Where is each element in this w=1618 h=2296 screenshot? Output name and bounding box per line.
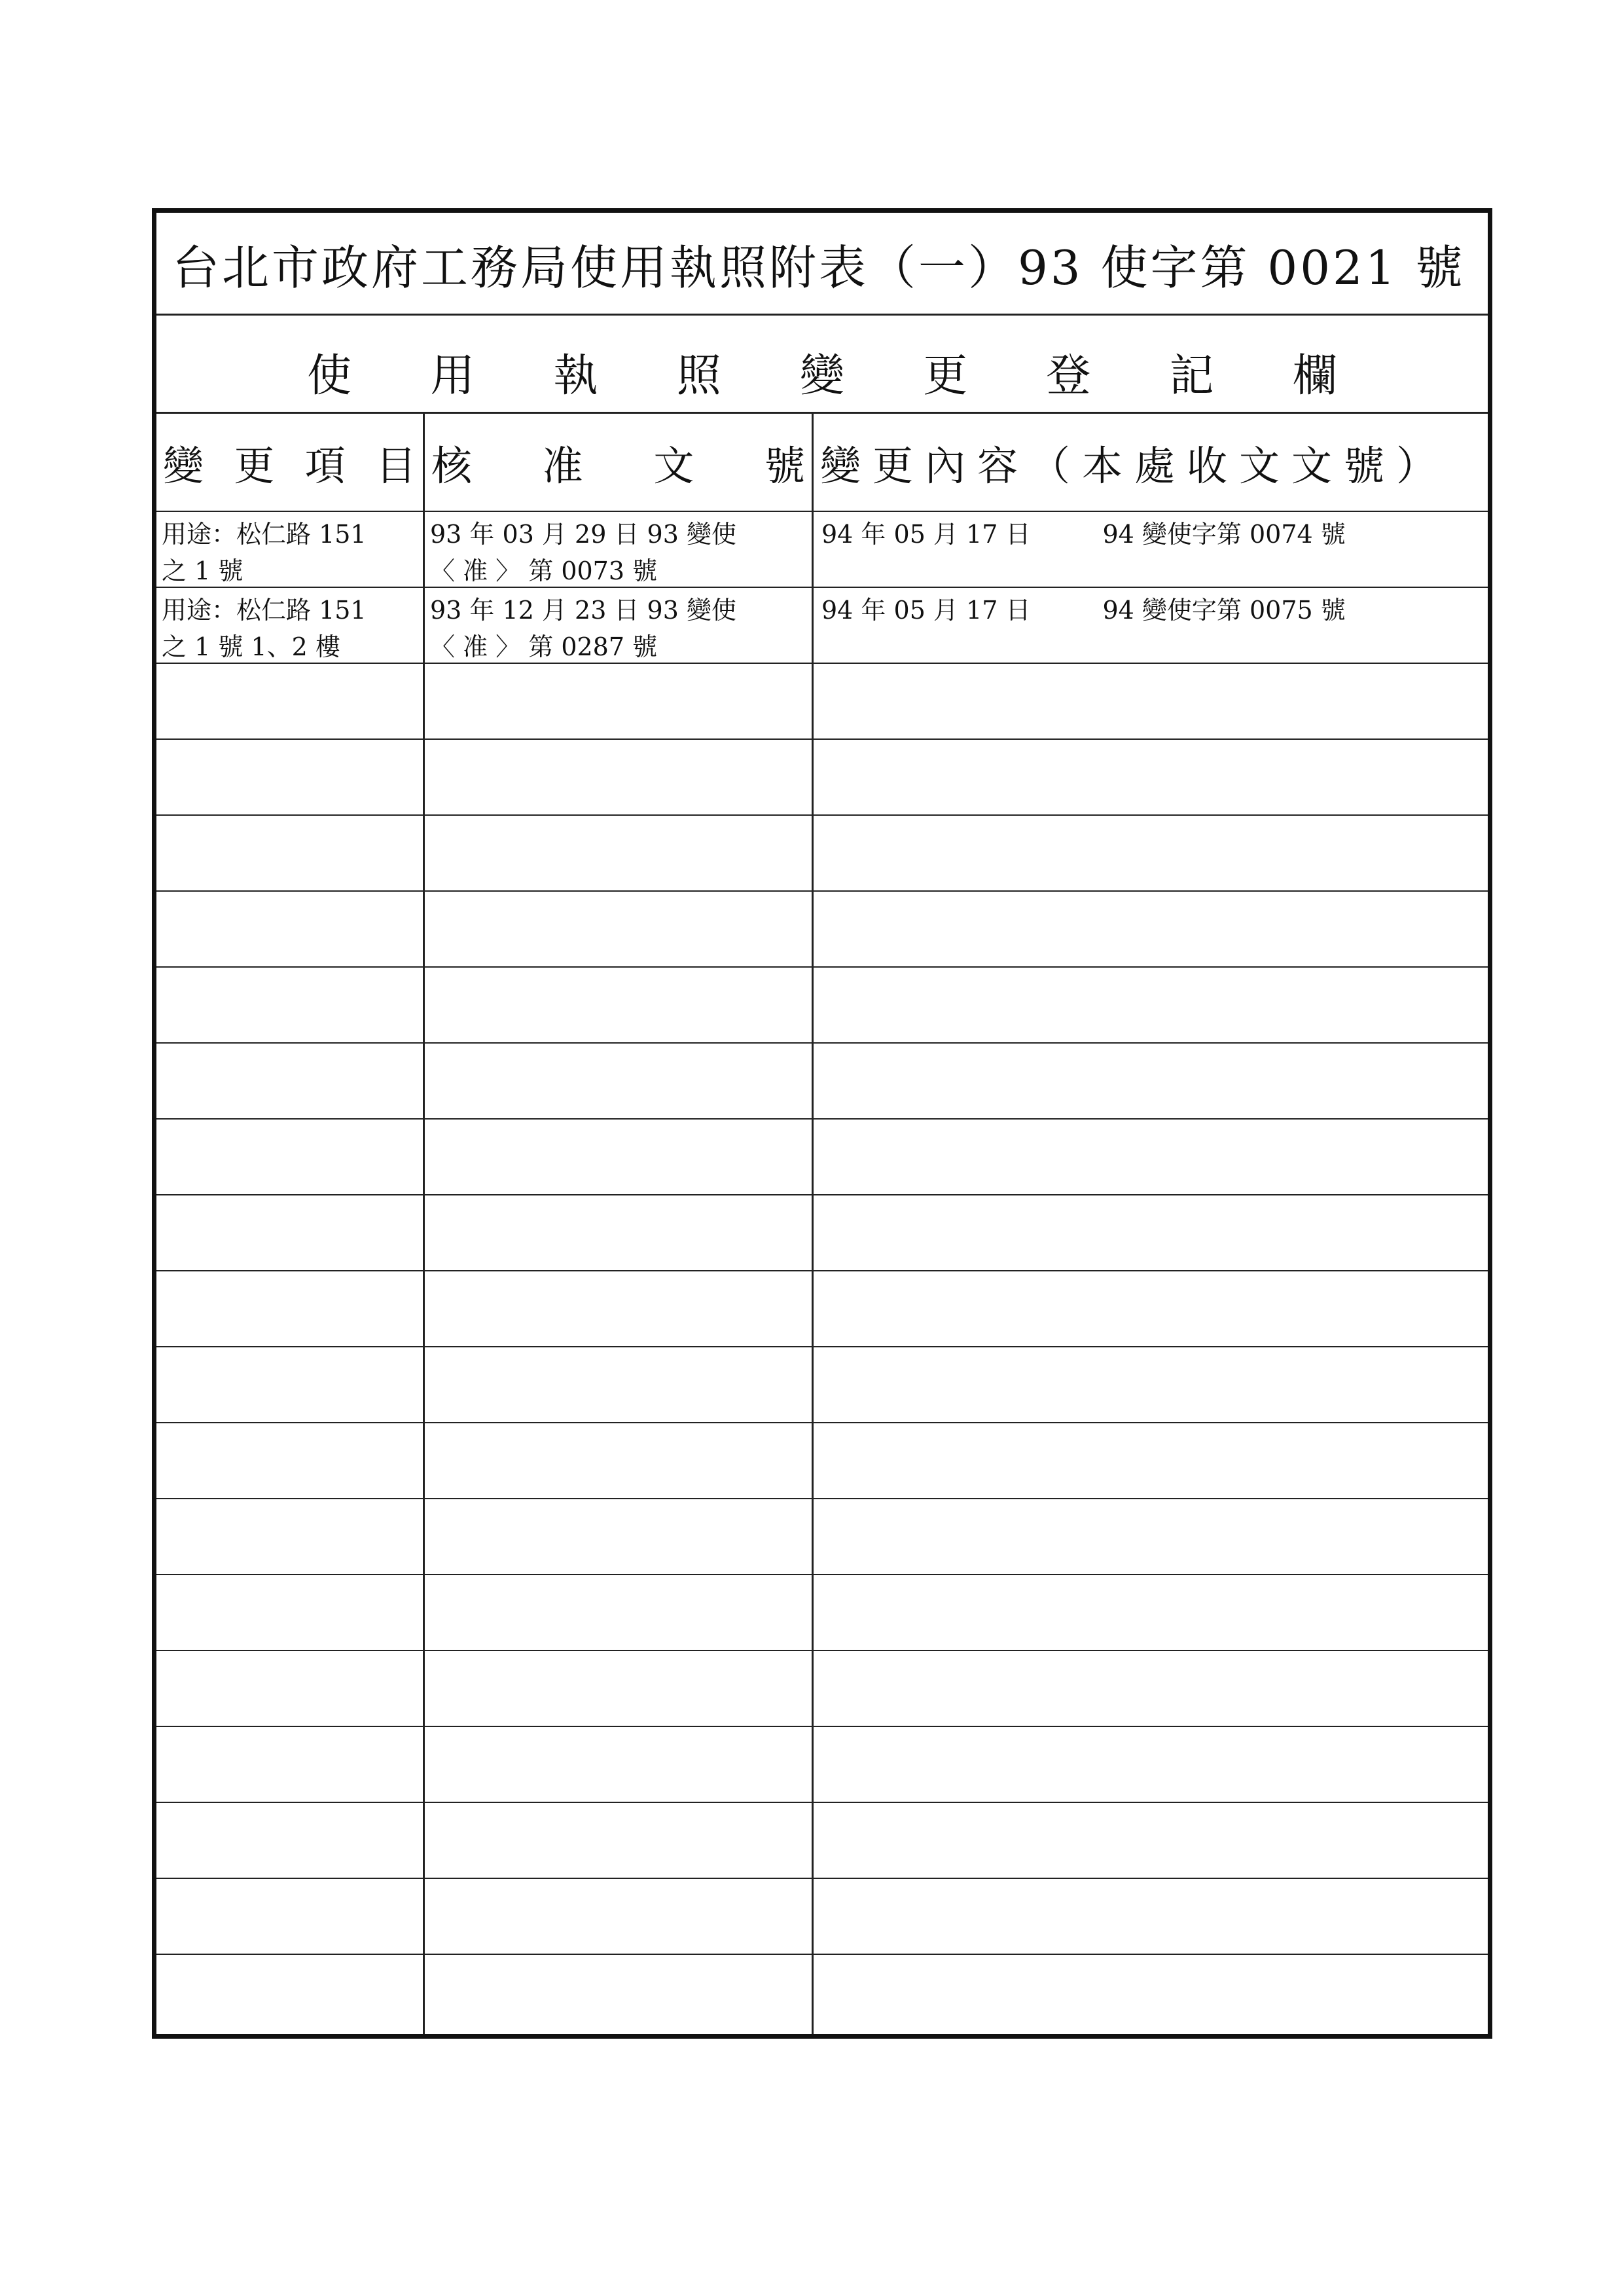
cell-change-item <box>156 1879 425 1954</box>
header-change-content: 變更內容（本處收文文號） <box>820 441 1449 490</box>
cell-change-item <box>156 588 425 663</box>
column-header-row <box>156 414 1488 512</box>
content-date: 94 年 05 月 17 日 <box>821 520 1031 549</box>
cell-approval-number <box>425 968 814 1042</box>
cell-change-item <box>156 968 425 1042</box>
cell-approval-number <box>425 1120 814 1194</box>
header-char: 核 <box>431 441 473 490</box>
subtitle-char: 使 <box>307 350 352 402</box>
header-char: 項 <box>304 441 346 490</box>
cell-approval-number <box>425 1879 814 1954</box>
cell-approval-number <box>425 1803 814 1878</box>
cell-approval-number <box>425 816 814 890</box>
empty-table-row <box>156 1044 1488 1120</box>
cell-change-content <box>814 1575 1488 1650</box>
subtitle-char: 欄 <box>1292 350 1337 402</box>
header-char: 准 <box>542 441 583 490</box>
cell-change-content <box>814 1044 1488 1118</box>
cell-approval-number <box>425 588 814 663</box>
item-line: 之 1 號 1、2 樓 <box>162 632 340 661</box>
cell-change-item <box>156 1271 425 1346</box>
cell-approval-number <box>425 1271 814 1346</box>
cell-change-item <box>156 1803 425 1878</box>
subtitle-char: 用 <box>430 350 475 402</box>
cell-change-content <box>814 664 1488 738</box>
cell-change-item <box>156 1727 425 1802</box>
empty-table-row <box>156 1195 1488 1271</box>
cell-change-item <box>156 664 425 738</box>
content-reference: 94 變使字第 0074 號 <box>1102 520 1346 549</box>
cell-change-content <box>814 816 1488 890</box>
empty-table-row <box>156 1347 1488 1423</box>
empty-table-row <box>156 1120 1488 1195</box>
cell-change-content <box>814 1727 1488 1802</box>
cell-change-content <box>814 512 1488 587</box>
subtitle-char: 變 <box>799 350 844 402</box>
cell-change-content <box>814 1347 1488 1422</box>
empty-table-row <box>156 1955 1488 2034</box>
table-subtitle <box>156 340 1488 404</box>
table-subtitle-row <box>156 316 1488 414</box>
header-change-item <box>156 414 425 511</box>
cell-approval-number <box>425 664 814 738</box>
item-line: 用途：松仁路 151 <box>162 520 367 549</box>
content-reference: 94 變使字第 0075 號 <box>1102 596 1346 625</box>
empty-table-row <box>156 1727 1488 1803</box>
cell-approval-number <box>425 1423 814 1498</box>
approval-line: 〈 准 〉 第 0287 號 <box>430 632 658 661</box>
empty-table-row <box>156 1879 1488 1955</box>
content-date: 94 年 05 月 17 日 <box>821 596 1031 625</box>
usage-license-appendix-table <box>152 208 1492 2039</box>
cell-approval-number <box>425 1727 814 1802</box>
subtitle-char: 照 <box>676 350 721 402</box>
approval-line: 〈 准 〉 第 0073 號 <box>430 556 658 585</box>
subtitle-char: 執 <box>553 350 598 402</box>
cell-change-content <box>814 892 1488 966</box>
cell-change-content <box>814 1195 1488 1270</box>
cell-approval-number <box>425 1044 814 1118</box>
cell-change-item <box>156 816 425 890</box>
cell-approval-number <box>425 512 814 587</box>
header-char: 文 <box>653 441 694 490</box>
cell-change-item <box>156 1120 425 1194</box>
item-line: 用途：松仁路 151 <box>162 596 367 625</box>
empty-table-row <box>156 1271 1488 1347</box>
empty-table-row <box>156 1575 1488 1651</box>
empty-table-row <box>156 664 1488 740</box>
header-char: 號 <box>764 441 805 490</box>
empty-table-row <box>156 1499 1488 1575</box>
cell-change-content <box>814 740 1488 814</box>
subtitle-char: 記 <box>1169 350 1214 402</box>
table-title: 台北市政府工務局使用執照附表（一）93 使字第 0021 號 <box>172 240 1465 295</box>
header-char: 變 <box>163 441 204 490</box>
approval-line: 93 年 03 月 29 日 93 變使 <box>430 520 736 549</box>
empty-table-row <box>156 816 1488 892</box>
header-char: 目 <box>375 441 416 490</box>
cell-approval-number <box>425 1195 814 1270</box>
cell-change-item <box>156 1651 425 1726</box>
table-title-row <box>156 213 1488 316</box>
cell-change-item <box>156 1499 425 1574</box>
cell-change-item <box>156 1955 425 2034</box>
cell-change-content <box>814 1271 1488 1346</box>
cell-change-content <box>814 1499 1488 1574</box>
cell-approval-number <box>425 1499 814 1574</box>
approval-line: 93 年 12 月 23 日 93 變使 <box>430 596 736 625</box>
table-row <box>156 512 1488 588</box>
cell-change-content <box>814 968 1488 1042</box>
cell-change-item <box>156 1423 425 1498</box>
empty-table-row <box>156 1423 1488 1499</box>
subtitle-char: 更 <box>923 350 968 402</box>
cell-change-content <box>814 1803 1488 1878</box>
cell-change-item <box>156 1195 425 1270</box>
cell-change-content <box>814 1651 1488 1726</box>
cell-change-content <box>814 1955 1488 2034</box>
cell-change-content <box>814 1879 1488 1954</box>
cell-change-content <box>814 1120 1488 1194</box>
cell-change-item <box>156 892 425 966</box>
cell-change-content <box>814 1423 1488 1498</box>
cell-change-content <box>814 588 1488 663</box>
cell-approval-number <box>425 892 814 966</box>
cell-approval-number <box>425 1955 814 2034</box>
cell-change-item <box>156 1044 425 1118</box>
cell-approval-number <box>425 1575 814 1650</box>
cell-approval-number <box>425 1347 814 1422</box>
empty-table-row <box>156 1803 1488 1879</box>
cell-change-item <box>156 740 425 814</box>
header-char: 更 <box>234 441 275 490</box>
subtitle-char: 登 <box>1046 350 1091 402</box>
item-line: 之 1 號 <box>162 556 243 585</box>
table-row <box>156 588 1488 664</box>
cell-change-item <box>156 1347 425 1422</box>
cell-approval-number <box>425 740 814 814</box>
empty-table-row <box>156 968 1488 1044</box>
cell-approval-number <box>425 1651 814 1726</box>
header-approval-number <box>425 414 814 511</box>
cell-change-item <box>156 512 425 587</box>
empty-table-row <box>156 1651 1488 1727</box>
empty-table-row <box>156 892 1488 968</box>
cell-change-item <box>156 1575 425 1650</box>
empty-table-row <box>156 740 1488 816</box>
